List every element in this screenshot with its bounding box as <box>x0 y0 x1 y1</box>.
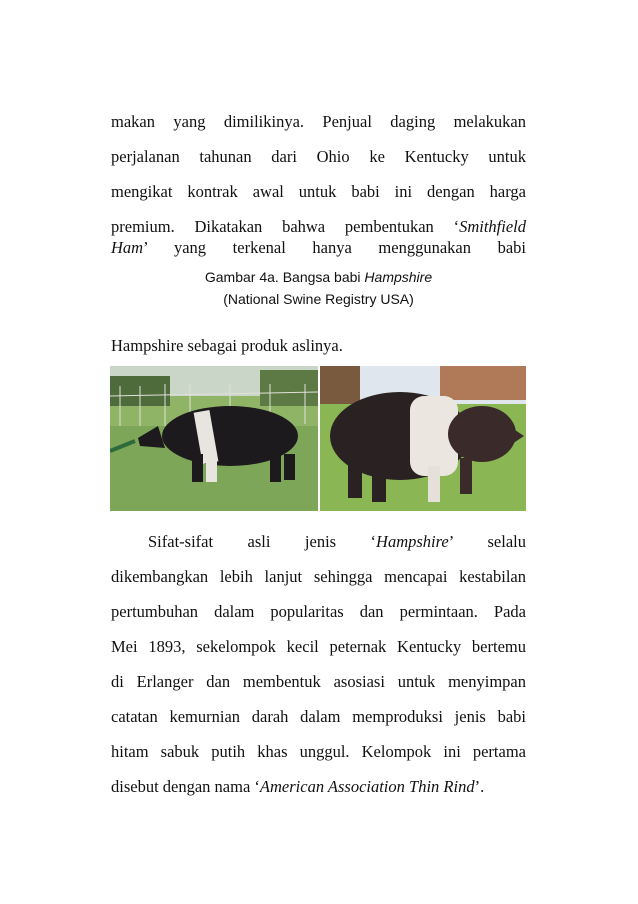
figure-hampshire-pigs <box>110 366 526 511</box>
right-pig-photo <box>320 366 526 511</box>
paragraph-top-line4: premium. Dikatakan bahwa pembentukan ‘Smithfield <box>111 217 526 236</box>
italic-smithfield: Smithfield <box>459 217 526 236</box>
italic-hampshire-body: Hampshire <box>376 532 449 551</box>
paragraph-top-line2: perjalanan tahunan dari Ohio ke Kentucky untuk <box>111 147 526 166</box>
italic-american-association: American Association Thin Rind <box>259 777 475 796</box>
figure-caption-line2: (National Swine Registry USA) <box>223 291 414 307</box>
paragraph-bottom-line3: pertumbuhan dalam popularitas dan permintaan. Pada <box>111 602 526 621</box>
left-pig-photo <box>110 366 318 511</box>
paragraph-bottom-line2: dikembangkan lebih lanjut sehingga mencapai kestabilan <box>111 567 526 586</box>
italic-hampshire-caption: Hampshire <box>364 269 433 285</box>
italic-ham: Ham <box>111 238 144 257</box>
paragraph-top-line1: makan yang dimilikinya. Penjual daging melakukan <box>111 112 526 131</box>
paragraph-bottom-line5: di Erlanger dan membentuk asosiasi untuk menyimpan <box>111 672 526 691</box>
paragraph-bottom-line6: catatan kemurnian darah dalam memproduksi jenis babi <box>111 707 526 726</box>
paragraph-bottom-line1: Sifat-sifat asli jenis ‘Hampshire’ selalu <box>148 532 526 551</box>
pig-photo-illustration <box>110 366 526 511</box>
paragraph-bottom-line4: Mei 1893, sekelompok kecil peternak Kentucky bertemu <box>111 637 526 656</box>
paragraph-top-line5: Ham’ yang terkenal hanya menggunakan babi <box>111 238 526 257</box>
paragraph-mid: Hampshire sebagai produk aslinya. <box>111 336 343 355</box>
paragraph-top-line3: mengikat kontrak awal untuk babi ini dengan harga <box>111 182 526 201</box>
paragraph-bottom-line8: disebut dengan nama ‘American Association Thin Rind’. <box>111 777 485 796</box>
paragraph-bottom-line7: hitam sabuk putih khas unggul. Kelompok ini pertama <box>111 742 526 761</box>
figure-caption-line1: Gambar 4a. Bangsa babi Hampshire <box>204 269 433 285</box>
